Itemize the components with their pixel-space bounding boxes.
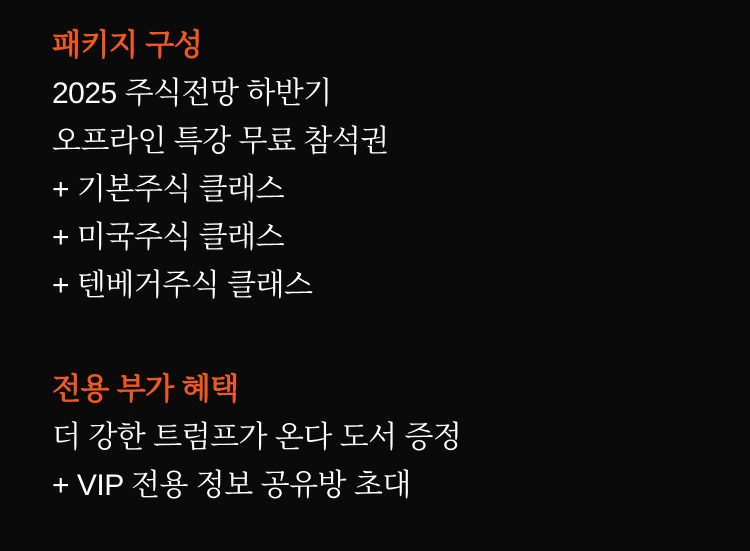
- package-line-4: + 미국주식 클래스: [52, 221, 285, 254]
- benefit-line-1: 더 강한 트럼프가 온다 도서 증정: [52, 421, 462, 454]
- exclusive-benefits-heading: 전용 부가 혜택: [52, 373, 239, 406]
- package-line-2: 오프라인 특강 무료 참석권: [52, 125, 389, 158]
- package-line-5: + 텐베거주식 클래스: [52, 269, 313, 302]
- package-line-3: + 기본주식 클래스: [52, 173, 285, 206]
- package-composition-heading: 패키지 구성: [52, 29, 203, 62]
- package-composition-section: [52, 22, 750, 310]
- package-line-1: 2025 주식전망 하반기: [52, 77, 332, 110]
- exclusive-benefits-section: [52, 366, 750, 510]
- benefit-line-2: + VIP 전용 정보 공유방 초대: [52, 469, 411, 502]
